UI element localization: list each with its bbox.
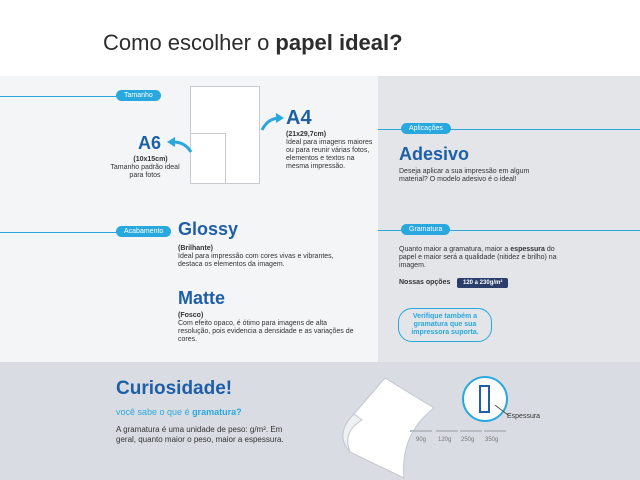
tamanho-tag: Tamanho <box>116 90 161 101</box>
weight-bar-90 <box>410 430 432 432</box>
glossy-subtitle: (Brilhante) <box>178 245 213 252</box>
curiosidade-subtitle <box>116 407 242 417</box>
options-label: Nossas opções <box>399 279 451 286</box>
gramatura-tag: Gramatura <box>401 224 450 235</box>
curved-paper-illustration <box>330 374 440 480</box>
a6-paper <box>190 133 226 184</box>
curiosidade-panel <box>0 362 640 480</box>
gramatura-note-pill: Verifique também a gramatura que sua impressora suporta. <box>398 308 492 342</box>
a4-arrow-icon <box>258 112 286 132</box>
weight-bar-250 <box>460 430 482 432</box>
a4-title: A4 <box>286 107 312 129</box>
espessura-label: Espessura <box>507 413 541 420</box>
gramatura-desc <box>399 246 559 270</box>
weight-label-90: 90g <box>416 437 427 443</box>
a4-size: (21x29,7cm) <box>286 131 327 138</box>
weight-label-250: 250g <box>461 437 475 443</box>
glossy-desc: Ideal para impressão com cores vivas e vibrantes, destaca os elementos da imagem. <box>178 253 334 268</box>
curiosidade-subtitle-1: você sabe o que é <box>116 407 193 417</box>
gramatura-desc-1: Quanto maior a gramatura, maior a <box>399 246 511 253</box>
curiosidade-title: Curiosidade! <box>116 378 233 399</box>
adesivo-desc: Deseja aplicar a sua impressão em algum material? O modelo adesivo é o ideal! <box>399 168 530 183</box>
weight-bar-350 <box>484 430 506 432</box>
a6-title: A6 <box>138 133 162 153</box>
gramatura-desc-bold: espessura <box>510 246 545 253</box>
title-prefix: Como escolher o <box>103 30 276 55</box>
glossy-title: Glossy <box>178 219 239 239</box>
weight-label-120: 120g <box>438 437 452 443</box>
acabamento-tag: Acabamento <box>116 226 171 237</box>
a6-arrow-icon <box>165 136 193 156</box>
a4-desc: Ideal para imagens maiores ou para reunir várias fotos, elementos e textos na mesma impressão. <box>286 139 373 170</box>
a6-desc: Tamanho padrão ideal para fotos <box>110 164 180 179</box>
curiosidade-text: A gramatura é uma unidade de peso: g/m². Em geral, quanto maior o peso, maior a espessura. <box>116 425 284 444</box>
adesivo-title: Adesivo <box>399 144 470 164</box>
matte-subtitle: (Fosco) <box>178 312 204 319</box>
curiosidade-subtitle-bold: gramatura? <box>192 407 242 417</box>
matte-desc: Com efeito opaco, é ótimo para imagens de alta resolução, pois evidencia a densidade e as variações de cores. <box>178 320 354 343</box>
tamanho-tag-line <box>0 96 116 97</box>
header <box>0 0 640 76</box>
gramatura-desc-2: do papel e maior será a qualidade (nitidez e brilho) na imagem. <box>399 246 557 269</box>
weight-label-350: 350g <box>485 437 499 443</box>
options-badge: 120 a 230g/m² <box>457 278 508 288</box>
page-title <box>103 30 403 56</box>
acabamento-tag-line <box>0 232 116 233</box>
a6-size: (10x15cm) <box>133 156 168 163</box>
weight-bar-120 <box>436 430 458 432</box>
matte-title: Matte <box>178 288 226 308</box>
aplicacoes-tag: Aplicações <box>401 123 451 134</box>
title-bold: papel ideal? <box>275 30 403 55</box>
